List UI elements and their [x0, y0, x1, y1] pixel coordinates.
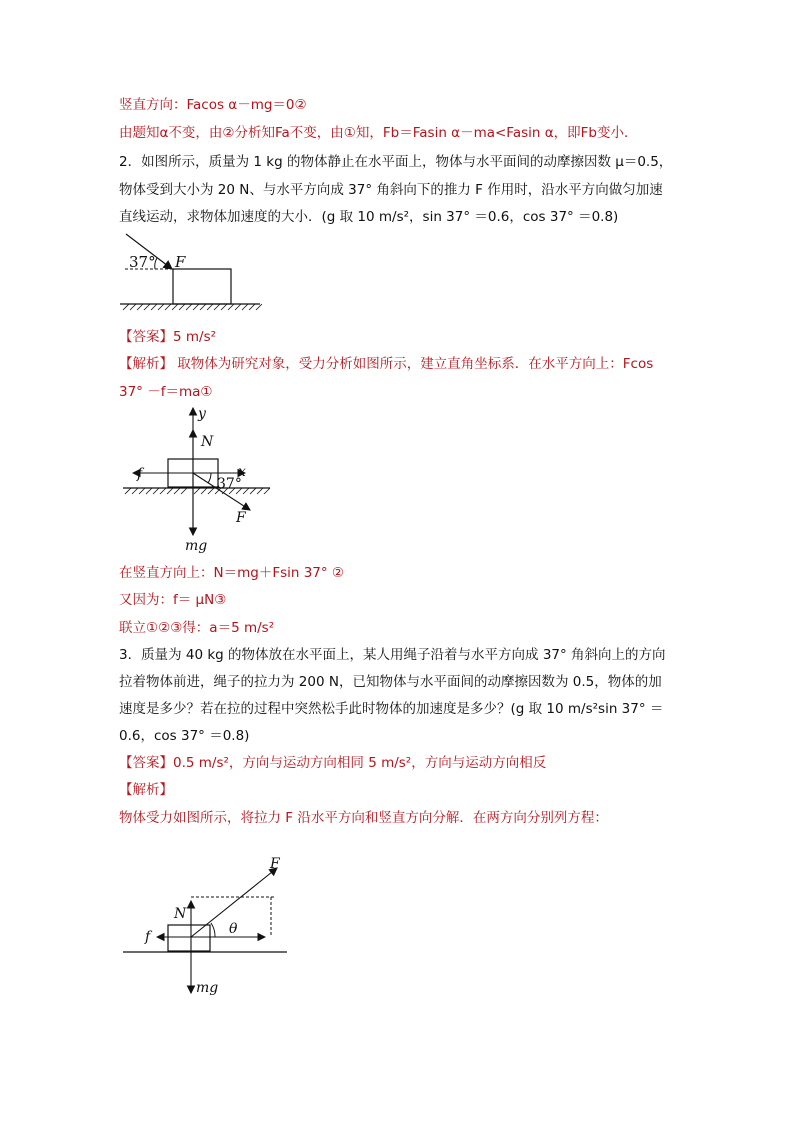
angle-label: 37° — [217, 476, 242, 492]
question-3-line-3: 速度是多少？若在拉的过程中突然松手此时物体的加速度是多少？(g 取 10 m/s²sin 37° ＝ — [119, 701, 664, 717]
solution-2-line-4: 又因为：f＝ μN③ — [119, 592, 227, 608]
normal-force-label: N — [201, 434, 214, 450]
friction-label: f — [137, 466, 143, 482]
answer-3: 【答案】0.5 m/s²，方向与运动方向相同 5 m/s²，方向与运动方向相反 — [119, 755, 547, 771]
x-axis-label: x — [238, 464, 246, 480]
question-2-line-3: 直线运动，求物体加速度的大小．(g 取 10 m/s²，sin 37° ＝0.6，cos 37° ＝0.8) — [119, 209, 619, 225]
normal-force-label: N — [174, 906, 187, 922]
push-force-label: F — [236, 510, 246, 526]
solution-3-line-1: 物体受力如图所示，将拉力 F 沿水平方向和竖直方向分解．在两方向分别列方程： — [119, 810, 608, 826]
analysis-text: 由题知α不变，由②分析知Fa不变，由①知，Fb＝Fasin α－ma<Fasin α，即Fb变小． — [119, 125, 638, 141]
figure-force-analysis-3 — [115, 855, 300, 1000]
angle-arc — [211, 923, 215, 937]
question-2-line-1: 2．如图所示，质量为 1 kg 的物体静止在水平面上，物体与水平面间的动摩擦因数 μ＝0.5， — [119, 154, 673, 170]
question-3-line-2: 拉着物体前进，绳子的拉力为 200 N，已知物体与水平面间的动摩擦因数为 0.5，物体的加 — [119, 674, 662, 690]
figure-force-analysis-2 — [115, 400, 275, 560]
pull-force-label: F — [270, 856, 280, 872]
equation-vertical: 竖直方向：Facos α－mg＝0② — [119, 97, 307, 113]
gravity-label: mg — [196, 980, 219, 996]
solution-3-heading: 【解析】 — [119, 782, 173, 798]
y-axis-label: y — [198, 406, 206, 422]
question-3-line-1: 3．质量为 40 kg 的物体放在水平面上，某人用绳子沿着与水平方向成 37° 角斜向上的方向 — [119, 647, 666, 663]
theta-label: θ — [229, 921, 238, 937]
ground-hatch — [123, 304, 262, 310]
ground-hatch — [125, 488, 270, 494]
friction-label: f — [145, 929, 151, 945]
question-2-line-2: 物体受到大小为 20 N、与水平方向成 37° 角斜向下的推力 F 作用时，沿水平方向做匀加速 — [119, 182, 663, 198]
solution-2-line-2: 37° －f＝ma① — [119, 384, 213, 400]
figure-push-force — [115, 228, 275, 320]
block — [173, 269, 231, 304]
angle-label: 37° — [129, 253, 156, 271]
force-label: F — [175, 253, 186, 271]
gravity-label: mg — [185, 538, 208, 554]
solution-2-line-5: 联立①②③得：a＝5 m/s² — [119, 620, 275, 636]
solution-2-line-1: 【解析】 取物体为研究对象，受力分析如图所示，建立直角坐标系．在水平方向上：Fcos — [119, 356, 654, 372]
question-3-line-4: 0.6，cos 37° ＝0.8) — [119, 728, 250, 744]
solution-2-line-3: 在竖直方向上：N＝mg＋Fsin 37° ② — [119, 565, 345, 581]
answer-2: 【答案】5 m/s² — [119, 329, 217, 345]
block — [168, 925, 210, 951]
